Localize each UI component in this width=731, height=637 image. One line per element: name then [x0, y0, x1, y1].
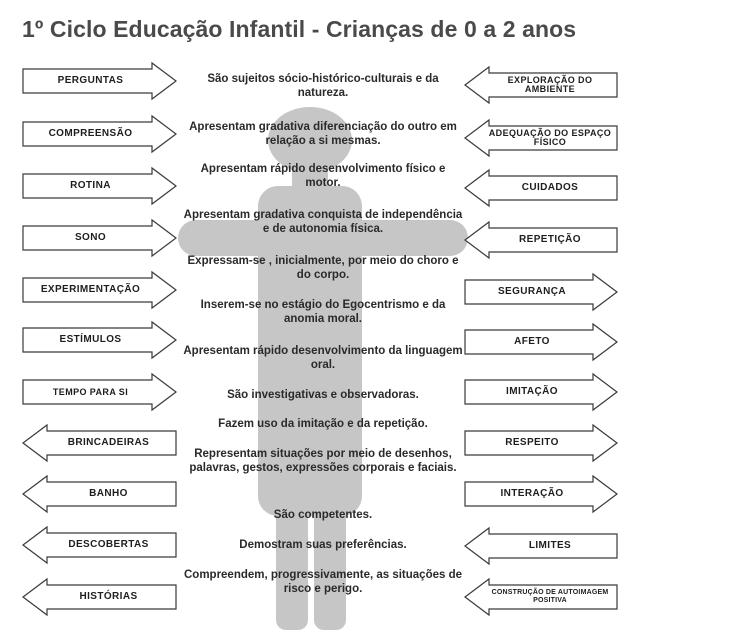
diagram-title: 1º Ciclo Educação Infantil - Crianças de 0 a 2 anos: [22, 16, 577, 42]
statement-7: Apresentam rápido desenvolvimento da linguagem oral.: [183, 345, 463, 371]
arrow-label-cuidados: CUIDADOS: [521, 182, 579, 193]
statement-9: Fazem uso da imitação e da repetição.: [218, 418, 428, 430]
statement-8: São investigativas e observadoras.: [227, 389, 419, 401]
arrow-label-perguntas: PERGUNTAS: [57, 75, 124, 86]
arrow-label-tempo-para-si: TEMPO PARA SI: [52, 386, 129, 397]
statement-6: Inserem-se no estágio do Egocentrismo e da anomia moral.: [200, 299, 446, 325]
statement-1: São sujeitos sócio-histórico-culturais e da natureza.: [207, 73, 439, 99]
arrow-label-experimentacao: EXPERIMENTAÇÃO: [40, 284, 141, 295]
arrow-label-banho: BANHO: [89, 488, 128, 499]
arrow-label-compreensao: COMPREENSÃO: [48, 128, 133, 139]
statement-12: Demostram suas preferências.: [239, 539, 407, 551]
arrow-label-seguranca: SEGURANÇA: [497, 286, 567, 297]
arrow-label-estimulos: ESTÍMULOS: [59, 334, 122, 345]
arrow-label-descobertas: DESCOBERTAS: [68, 539, 149, 550]
arrow-label-repeticao: REPETIÇÃO: [519, 234, 581, 245]
arrow-label-imitacao: IMITAÇÃO: [506, 386, 558, 397]
statement-3: Apresentam rápido desenvolvimento físico e motor.: [200, 163, 446, 189]
arrow-label-afeto: AFETO: [514, 336, 550, 347]
arrow-label-respeito: RESPEITO: [505, 437, 559, 448]
arrow-label-rotina: ROTINA: [70, 180, 111, 191]
statement-4: Apresentam gradativa conquista de independência e de autonomia física.: [183, 209, 463, 235]
statement-2: Apresentam gradativa diferenciação do outro em relação a si mesmas.: [189, 121, 457, 147]
silhouette-left-leg: [276, 480, 308, 630]
arrow-label-brincadeiras: BRINCADEIRAS: [67, 437, 150, 448]
arrow-label-adequacao-do-espaco-fisico: ADEQUAÇÃO DO ESPAÇO FÍSICO: [488, 128, 612, 147]
statement-13: Compreendem, progressivamente, as situações de risco e perigo.: [183, 569, 463, 595]
statement-5: Expressam-se , inicialmente, por meio do choro e do corpo.: [187, 255, 459, 281]
statement-11: São competentes.: [273, 509, 373, 521]
arrow-label-sono: SONO: [74, 232, 107, 243]
arrow-label-limites: LIMITES: [528, 540, 572, 551]
arrow-label-exploracao-do-ambiente: EXPLORAÇÃO DO AMBIENTE: [507, 75, 593, 94]
arrow-label-historias: HISTÓRIAS: [79, 591, 138, 602]
arrow-label-interacao: INTERAÇÃO: [500, 488, 564, 499]
statement-10: Representam situações por meio de desenhos, palavras, gestos, expressões corporais e faciais.: [189, 448, 457, 474]
arrow-label-construcao-de-autoimagem-positiva: CONSTRUÇÃO DE AUTOIMAGEM POSITIVA: [491, 589, 609, 604]
silhouette-right-leg: [314, 480, 346, 630]
